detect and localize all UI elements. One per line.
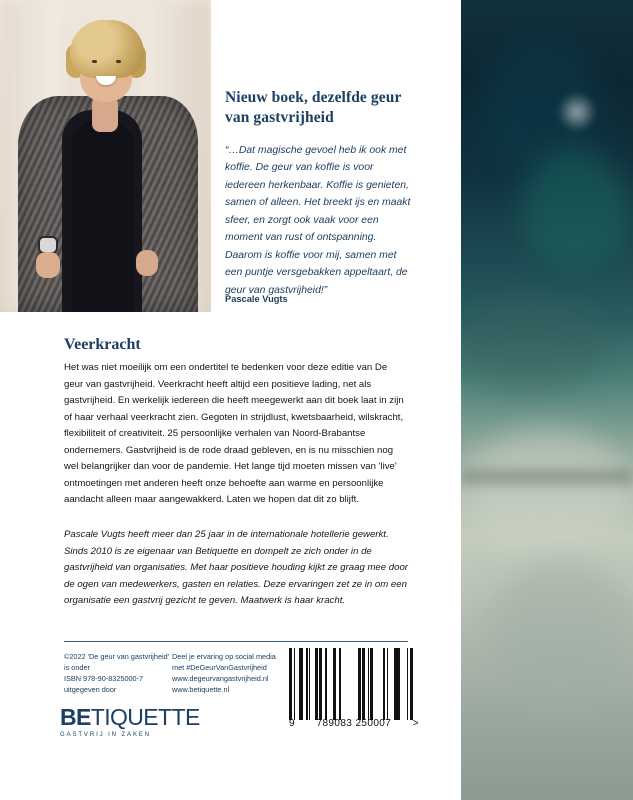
- barcode-bars: [289, 648, 413, 720]
- social-url-book[interactable]: www.degeurvangastvrijheid.nl: [172, 673, 269, 683]
- barcode: [289, 648, 413, 720]
- social-hashtag: met #DeGeurVanGastvrijheid: [172, 662, 267, 672]
- edge-blur-shape-5: [486, 560, 633, 710]
- barcode-main-digits: 789083 250007: [316, 718, 392, 729]
- edge-blur-shape-2: [521, 150, 631, 270]
- colophon: [64, 652, 174, 696]
- portrait-top: [72, 120, 134, 312]
- portrait-hand-right: [136, 250, 158, 276]
- pull-quote: “…Dat magische gevoel heb ik ook met koffie. De geur van koffie is voor iedereen herkenbaar. Koffie is genieten, samen of alleen. Het breekt ijs en maakt sfeer, en zorgt ook vaak voor een moment van rust of ontspanning. Daarom is koffie voor mij, samen met een puntje versgebakken appeltaart, de geur van gastvrijheid!”: [225, 145, 411, 296]
- logo-part-be: BE: [60, 704, 91, 730]
- social-block: [172, 652, 302, 696]
- edge-shadow-band: [461, 470, 633, 484]
- author-portrait-photo: [0, 0, 211, 312]
- social-url-publisher[interactable]: www.betiquette.nl: [172, 684, 230, 694]
- edge-highlight: [557, 92, 597, 132]
- author-bio-text: Pascale Vugts heeft meer dan 25 jaar in de internationale hotellerie gewerkt. Sinds 2010 is ze eigenaar van Betiquette en dompelt ze zich onder in de gastvrijheid van organisaties. Met haar positieve houding kijkt ze graag mee door de ogen van medewerkers, gasten en relaties. Deze ervaringen zet ze in om een organisatie een gastvrij gezicht te geven. Maatwerk is haar kracht.: [64, 529, 408, 606]
- background-photo-edge: [461, 0, 633, 800]
- barcode-digits: [289, 718, 419, 729]
- portrait-eye-right: [116, 60, 121, 63]
- publisher-logo-wordmark: [60, 706, 210, 729]
- edge-blur-shape-3: [451, 300, 611, 390]
- social-line-1: Deel je ervaring op social media: [172, 652, 276, 661]
- barcode-left-digit: 9: [289, 718, 295, 729]
- headline: Nieuw boek, dezelfde geur van gastvrijheid: [225, 89, 402, 126]
- barcode-bar: [410, 648, 413, 720]
- portrait-eye-left: [92, 60, 97, 63]
- portrait-wristwatch: [40, 238, 56, 252]
- colophon-isbn: ISBN 978-90-8325000-7: [64, 673, 144, 683]
- body-text: Het was niet moeilijk om een ondertitel te bedenken voor deze editie van De geur van gastvrijheid. Veerkracht heeft altijd een positieve lading, net als gastvrijheid. En werkelijk iedereen die heeft meegewerkt aan dit boek laat in zijn of haar verhaal veerkracht zien. Gegoten in strijdlust, kwetsbaarheid, wilskracht, flexibiliteit of creativiteit. 25 persoonlijke verhalen van Noord-Brabantse ondernemers. Gastvrijheid is de rode draad gebleven, en is nu misschien nog wel belangrijker dan voor de pandemie. Het lange tijd moeten missen van 'live' ontmoetingen met anderen heeft onze behoefte aan warme en persoonlijke aandacht alleen maar aangewakkerd. Laten we hopen dat dit zo blijft.: [64, 362, 404, 505]
- publisher-logo: [60, 706, 210, 738]
- section-title: Veerkracht: [64, 336, 141, 353]
- portrait-hair: [70, 20, 144, 78]
- colophon-copyright: ©2022 'De geur van gastvrijheid' is onder: [64, 652, 170, 672]
- logo-part-tiquette: TIQUETTE: [90, 704, 200, 730]
- portrait-hand-left: [36, 252, 60, 278]
- publisher-logo-tagline: GASTVRIJ IN ZAKEN: [60, 732, 151, 738]
- barcode-right-digit: >: [412, 718, 419, 729]
- colophon-publisher-line: uitgegeven door: [64, 684, 117, 694]
- edge-blur-shape-4: [461, 430, 631, 550]
- divider: [64, 641, 408, 642]
- quote-author: Pascale Vugts: [225, 294, 288, 304]
